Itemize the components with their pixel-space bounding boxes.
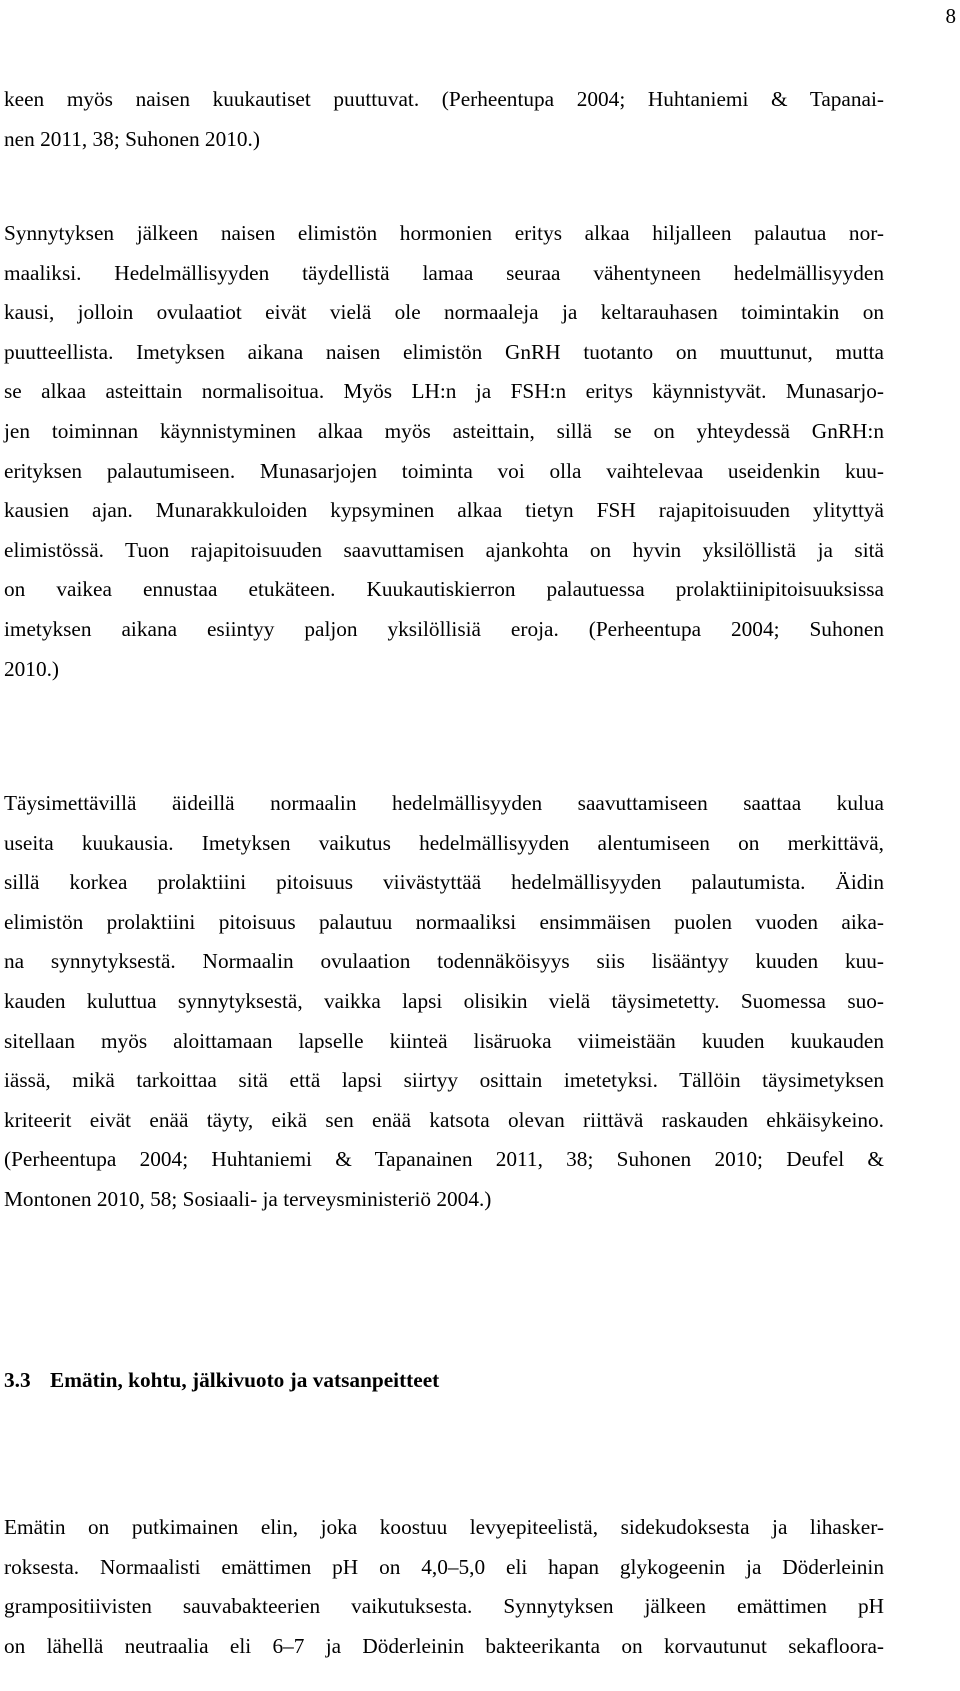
paragraph-line: on lähellä neutraalia eli 6–7 ja Döderleinin bakteerikanta on korvautunut sekafloora- [4, 1633, 884, 1658]
paragraph-3 [4, 784, 884, 1220]
paragraph-1 [4, 80, 884, 159]
paragraph-line: roksesta. Normaalisti emättimen pH on 4,0–5,0 eli hapan glykogeenin ja Döderleinin [4, 1554, 884, 1579]
paragraph-line: kriteerit eivät enää täyty, eikä sen enää katsota olevan riittävä raskauden ehkäisykeino. [4, 1107, 884, 1132]
paragraph-line: na synnytyksestä. Normaalin ovulaation todennäköisyys siis lisääntyy kuuden kuu- [4, 949, 884, 974]
paragraph-line: elimistön prolaktiini pitoisuus palautuu normaaliksi ensimmäisen puolen vuoden aika- [4, 909, 884, 934]
paragraph-line: maaliksi. Hedelmällisyyden täydellistä lamaa seuraa vähentyneen hedelmällisyyden [4, 260, 884, 285]
paragraph-line: se alkaa asteittain normalisoitua. Myös LH:n ja FSH:n eritys käynnistyvät. Munasarjo- [4, 379, 884, 404]
paragraph-2 [4, 214, 884, 689]
paragraph-line: Montonen 2010, 58; Sosiaali- ja terveysministeriö 2004.) [4, 1186, 492, 1211]
paragraph-line: kausien ajan. Munarakkuloiden kypsyminen alkaa tietyn FSH rajapitoisuuden ylityttyä [4, 498, 884, 523]
paragraph-line: Synnytyksen jälkeen naisen elimistön hormonien eritys alkaa hiljalleen palautua nor- [4, 221, 884, 245]
paragraph-line: erityksen palautumiseen. Munasarjojen toiminta voi olla vaihtelevaa useidenkin kuu- [4, 458, 884, 483]
paragraph-line: puutteellista. Imetyksen aikana naisen elimistön GnRH tuotanto on muuttunut, mutta [4, 339, 884, 364]
paragraph-line: keen myös naisen kuukautiset puuttuvat. (Perheentupa 2004; Huhtaniemi & Tapanai- [4, 87, 884, 111]
section-heading [4, 1366, 439, 1394]
section-title: Emätin, kohtu, jälkivuoto ja vatsanpeitteet [50, 1368, 440, 1392]
paragraph-line: Täysimettävillä äideillä normaalin hedelmällisyyden saavuttamiseen saattaa kulua [4, 791, 884, 815]
paragraph-line: jen toiminnan käynnistyminen alkaa myös asteittain, sillä se on yhteydessä GnRH:n [4, 418, 884, 443]
paragraph-line: grampositiivisten sauvabakteerien vaikutuksesta. Synnytyksen jälkeen emättimen pH [4, 1594, 884, 1619]
section-number: 3.3 [4, 1368, 31, 1392]
paragraph-line: kausi, jolloin ovulaatiot eivät vielä ole normaaleja ja keltarauhasen toimintakin on [4, 300, 884, 325]
paragraph-line: imetyksen aikana esiintyy paljon yksilöllisiä eroja. (Perheentupa 2004; Suhonen [4, 616, 884, 641]
paragraph-line: useita kuukausia. Imetyksen vaikutus hedelmällisyyden alentumiseen on merkittävä, [4, 830, 884, 855]
paragraph-line: 2010.) [4, 656, 60, 681]
paragraph-line: Emätin on putkimainen elin, joka koostuu levyepiteelistä, sidekudoksesta ja lihasker- [4, 1515, 884, 1539]
paragraph-line: kauden kuluttua synnytyksestä, vaikka lapsi olisikin vielä täysimetetty. Suomessa suo- [4, 988, 884, 1013]
paragraph-4 [4, 1508, 884, 1666]
paragraph-line: on vaikea ennustaa etukäteen. Kuukautiskierron palautuessa prolaktiinipitoisuuksissa [4, 577, 884, 602]
paragraph-line: sitellaan myös aloittamaan lapselle kiinteä lisäruoka viimeistään kuuden kuukauden [4, 1028, 884, 1053]
paragraph-line: sillä korkea prolaktiini pitoisuus viivästyttää hedelmällisyyden palautumista. Äidin [4, 870, 884, 895]
paragraph-line: elimistössä. Tuon rajapitoisuuden saavuttamisen ajankohta on hyvin yksilöllistä ja sitä [4, 537, 884, 562]
paragraph-line: nen 2011, 38; Suhonen 2010.) [4, 126, 260, 151]
page-number: 8 [945, 4, 956, 28]
paragraph-line: iässä, mikä tarkoittaa sitä että lapsi siirtyy osittain imetetyksi. Tällöin täysimetyksen [4, 1068, 884, 1093]
paragraph-line: (Perheentupa 2004; Huhtaniemi & Tapanainen 2011, 38; Suhonen 2010; Deufel & [4, 1147, 884, 1172]
